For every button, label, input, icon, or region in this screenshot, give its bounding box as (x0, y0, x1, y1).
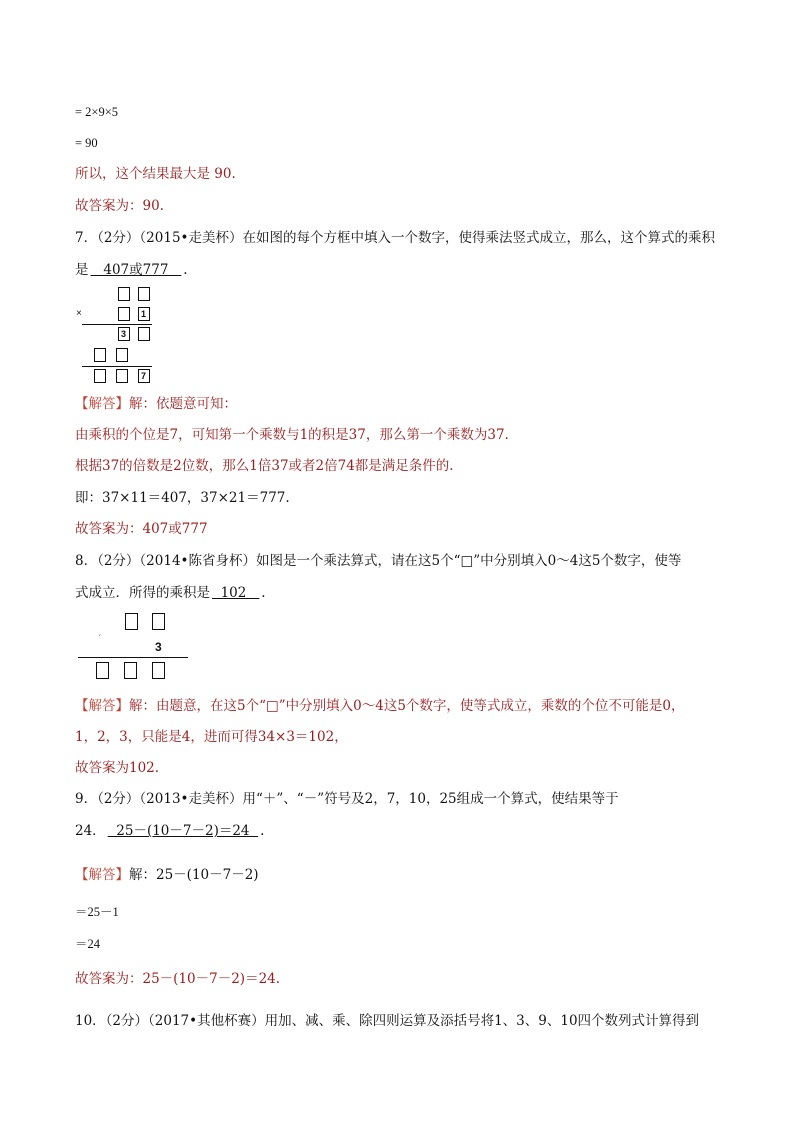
digit-box (138, 287, 150, 301)
q9-suffix: . (260, 823, 265, 839)
times-mark: ˊ (98, 634, 102, 645)
q8-suffix: . (261, 585, 266, 601)
digit-box (124, 662, 137, 679)
answer-8-line-1: 解：由题意，在这5个“□”中分别填入0～4这5个数字，使等式成立，乘数的个位不可能是0， (129, 698, 685, 714)
digit-box (116, 348, 128, 362)
answer-7-line-4: 故答案为：407或777 (75, 521, 208, 537)
given-digit-7: 7 (140, 371, 146, 381)
answer-7-line-2: 根据37的倍数是2位数，那么1倍37或者2倍74都是满足条件的. (75, 458, 454, 474)
answer-line-6: 故答案为：90. (75, 198, 164, 214)
rule-line-1 (82, 324, 152, 325)
question-7-line-2 (75, 261, 188, 279)
conclusion-period: . (231, 166, 236, 182)
given-digit-3: 3 (120, 329, 126, 339)
digit-box (116, 369, 128, 383)
digit-box (152, 613, 165, 630)
digit-box (152, 662, 165, 679)
question-8-line-1: 8．（2分）（2014•陈省身杯）如图是一个乘法算式，请在这5个“□”中分别填入0～4这5个数字，使等 (75, 553, 682, 569)
answer-tag: 【解答】 (75, 396, 129, 412)
conclusion-value: 90 (214, 166, 232, 182)
q8-answer-blank: 102 (212, 585, 260, 601)
answer-tag: 【解答】 (75, 698, 129, 714)
q7-prefix: 是 (75, 262, 89, 278)
digit-box-given-3 (118, 327, 130, 341)
calc-line-2: = 90 (75, 136, 98, 150)
digit-box-given-1 (138, 307, 150, 321)
q7-answer-blank: 407或777 (90, 262, 182, 278)
answer-8-line-3: 故答案为102. (75, 760, 160, 776)
conclusion-line (75, 165, 236, 183)
q8-prefix: 式成立．所得的乘积是 (75, 585, 210, 601)
digit-box (94, 348, 106, 362)
digit-box (118, 287, 130, 301)
conclusion-text: 所以，这个结果最大是 (75, 166, 210, 182)
answer-7-head (75, 395, 237, 413)
digit-box (138, 327, 150, 341)
answer-9-line-2: ＝24 (75, 937, 101, 951)
answer-9-line-1: ＝25－1 (75, 905, 119, 919)
answer-9-expression: 解：25－(10－7－2) (129, 867, 259, 883)
question-7-line-1: 7．（2分）（2015•走美杯）在如图的每个方框中填入一个数字，使得乘法竖式成立，那么，这个算式的乘积 (75, 230, 715, 246)
question-10-line-1: 10．（2分）（2017•其他杯赛）用加、减、乘、除四则运算及添括号将1、3、9、10四个数列式计算得到 (75, 1013, 700, 1029)
calc-line-1: = 2×9×5 (75, 105, 119, 119)
digit-box (125, 613, 138, 630)
digit-box (96, 662, 109, 679)
q9-answer-blank: 25－(10－7－2)＝24 (107, 823, 259, 839)
answer-8-head (75, 697, 685, 715)
answer-tag: 【解答】 (75, 867, 129, 883)
given-digit-1: 1 (140, 309, 146, 319)
answer-9-head (75, 866, 259, 884)
question-9-line-1: 9．（2分）（2013•走美杯）用“＋”、“－”符号及2，7，10，25组成一个算式，使结果等于 (75, 791, 619, 807)
q7-suffix: . (183, 262, 188, 278)
rule-line-2 (82, 366, 152, 367)
question-9-line-2 (75, 822, 264, 840)
answer-9-line-3: 故答案为：25－(10－7－2)＝24. (75, 971, 281, 987)
rule-line (78, 657, 188, 658)
q9-prefix: 24． (75, 823, 106, 839)
digit-box (94, 369, 106, 383)
digit-box-given-7 (138, 369, 150, 383)
answer-7-line-3: 即：37×11＝407，37×21＝777. (75, 490, 290, 506)
answer-7-intro: 解：依题意可知： (129, 396, 237, 412)
question-8-line-2 (75, 584, 266, 602)
multiplier-3: 3 (155, 640, 162, 654)
answer-7-line-1: 由乘积的个位是7，可知第一个乘数与1的积是37，那么第一个乘数为37. (75, 427, 509, 443)
digit-box (118, 307, 130, 321)
answer-8-line-2: 1，2，3，只能是4，进而可得34×3＝102， (75, 729, 348, 745)
times-sign: × (76, 308, 82, 319)
